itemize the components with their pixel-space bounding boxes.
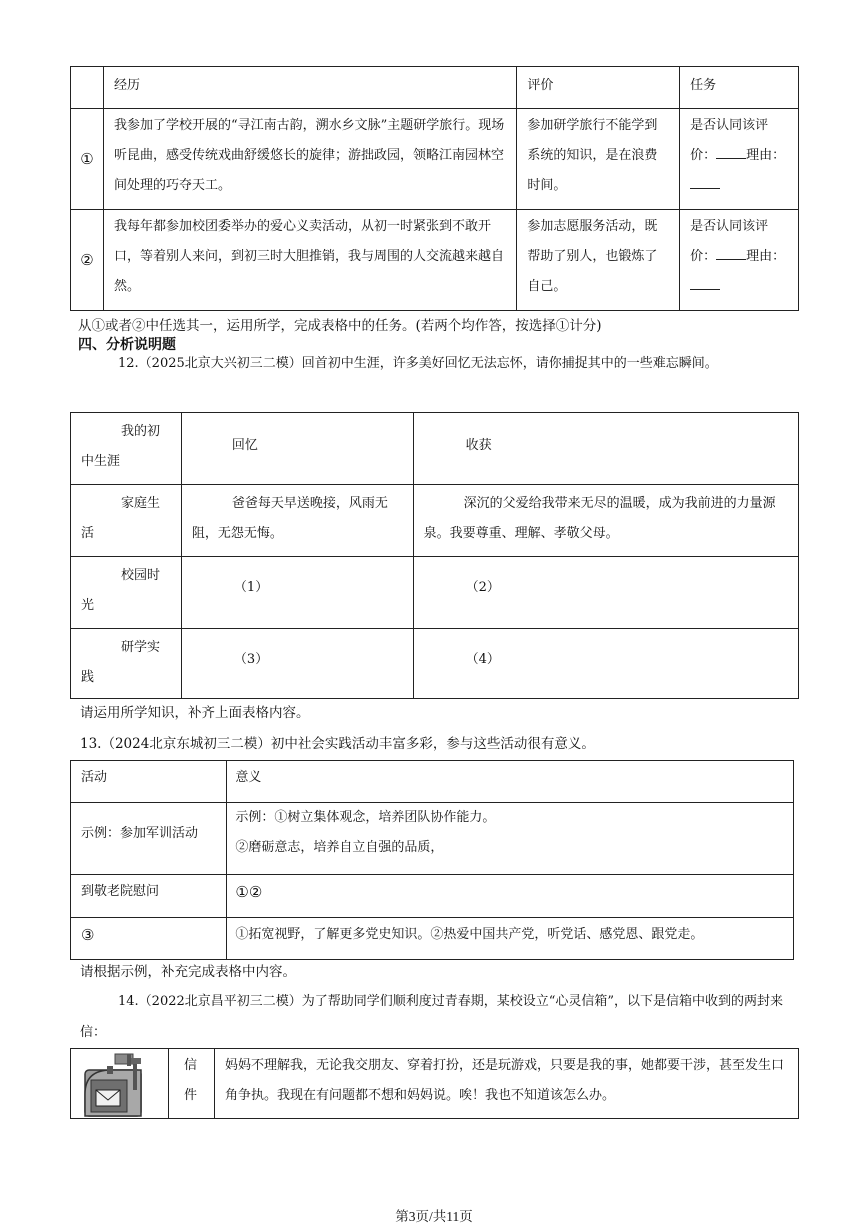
q12-row-2-life: 校园时光 xyxy=(71,557,182,629)
q13-row-3-activity[interactable]: ③ xyxy=(71,918,227,960)
q13-row-2-activity: 到敬老院慰问 xyxy=(71,875,227,918)
header-experience: 经历 xyxy=(103,67,516,109)
row-2-agree-blank[interactable] xyxy=(716,245,746,260)
q12-row-3-gain[interactable]: （4） xyxy=(413,629,798,699)
row-1-reason-blank[interactable] xyxy=(690,174,720,189)
q12-table xyxy=(70,412,799,699)
header-task: 任务 xyxy=(680,67,799,109)
q12-stem: 12.（2025北京大兴初三二模）回首初中生涯，许多美好回忆无法忘怀，请你捕捉其中的一些难忘瞬间。 xyxy=(118,356,718,371)
table1-instruction: 从①或者②中任选其一，运用所学，完成表格中的任务。(若两个均作答，按选择①计分) xyxy=(78,318,602,334)
q12-header-memory: 回忆 xyxy=(181,413,413,485)
q13-table xyxy=(70,760,794,960)
q14-stem: 14.（2022北京昌平初三二模）为了帮助同学们顺利度过青春期，某校设立“心灵信箱”，以下是信箱中收到的两封来信： xyxy=(80,994,784,1040)
row-2-num: ② xyxy=(71,210,104,311)
section-4-title: 四、分析说明题 xyxy=(78,337,176,353)
q12-row-1-life: 家庭生活 xyxy=(71,485,182,557)
q13-stem: 13.（2024北京东城初三二模）初中社会实践活动丰富多彩，参与这些活动很有意义。 xyxy=(80,736,595,752)
q13-row-2-meaning[interactable]: ①② xyxy=(227,875,794,918)
row-1-num: ① xyxy=(71,109,104,210)
row-1-task-reason: 理由： xyxy=(746,148,786,163)
q12-instruction: 请运用所学知识，补齐上面表格内容。 xyxy=(80,705,310,721)
letter-text: 妈妈不理解我，无论我交朋友、穿着打扮，还是玩游戏，只要是我的事，她都要干涉，甚至发生口角争执。我现在有问题都不想和妈妈说。唉！我也不知道该怎么办。 xyxy=(214,1049,798,1119)
q12-row-2-memory[interactable]: （1） xyxy=(181,557,413,629)
q12-row-2-gain[interactable]: （2） xyxy=(413,557,798,629)
q12-row-1-gain: 深沉的父爱给我带来无尽的温暖，成为我前进的力量源泉。我要尊重、理解、孝敬父母。 xyxy=(413,485,798,557)
row-1-task xyxy=(680,109,799,210)
letter-label: 信件 xyxy=(168,1049,214,1119)
q13-instruction: 请根据示例，补充完成表格中内容。 xyxy=(80,964,296,980)
q13-header-meaning: 意义 xyxy=(227,761,794,803)
row-1-experience: 我参加了学校开展的“寻江南古韵，溯水乡文脉”主题研学旅行。现场听昆曲，感受传统戏曲舒缓悠长的旋律；游拙政园，领略江南园林空间处理的巧夺天工。 xyxy=(103,109,516,210)
q13-row-1-activity: 示例：参加军训活动 xyxy=(71,803,227,875)
header-empty xyxy=(71,67,104,109)
experience-table xyxy=(70,66,799,311)
row-2-task-reason: 理由： xyxy=(746,249,786,264)
row-2-reason-blank[interactable] xyxy=(690,275,720,290)
row-1-evaluation: 参加研学旅行不能学到系统的知识，是在浪费时间。 xyxy=(517,109,680,210)
mailbox-cell xyxy=(71,1049,169,1119)
row-1-agree-blank[interactable] xyxy=(716,144,746,159)
page-number: 第3页/共11页 xyxy=(395,1209,473,1224)
q12-header-life: 我的初中生涯 xyxy=(71,413,182,485)
q13-row-1-meaning xyxy=(227,803,794,875)
q14-table xyxy=(70,1048,799,1119)
row-2-evaluation: 参加志愿服务活动，既帮助了别人，也锻炼了自己。 xyxy=(517,210,680,311)
q12-row-3-life: 研学实践 xyxy=(71,629,182,699)
row-2-task-agree: 是否认同该评价： xyxy=(690,219,769,264)
q13-header-activity: 活动 xyxy=(71,761,227,803)
q12-row-1-memory: 爸爸每天早送晚接，风雨无阻，无怨无悔。 xyxy=(181,485,413,557)
header-evaluation: 评价 xyxy=(517,67,680,109)
row-1-task-agree: 是否认同该评价： xyxy=(690,118,769,163)
row-2-experience: 我每年都参加校团委举办的爱心义卖活动，从初一时紧张到不敢开口，等着别人来问，到初三时大胆推销，我与周围的人交流越来越自然。 xyxy=(103,210,516,311)
q13-row-3-meaning: ①拓宽视野，了解更多党史知识。②热爱中国共产党，听党话、感党恩、跟党走。 xyxy=(227,918,794,960)
q12-row-3-memory[interactable]: （3） xyxy=(181,629,413,699)
q12-header-gain: 收获 xyxy=(413,413,798,485)
q13-row-1-meaning-2: ②磨砺意志，培养自立自强的品质， xyxy=(235,840,444,855)
row-2-task xyxy=(680,210,799,311)
mailbox-icon xyxy=(71,1050,167,1118)
q13-row-1-meaning-1: 示例：①树立集体观念，培养团队协作能力。 xyxy=(235,810,496,825)
